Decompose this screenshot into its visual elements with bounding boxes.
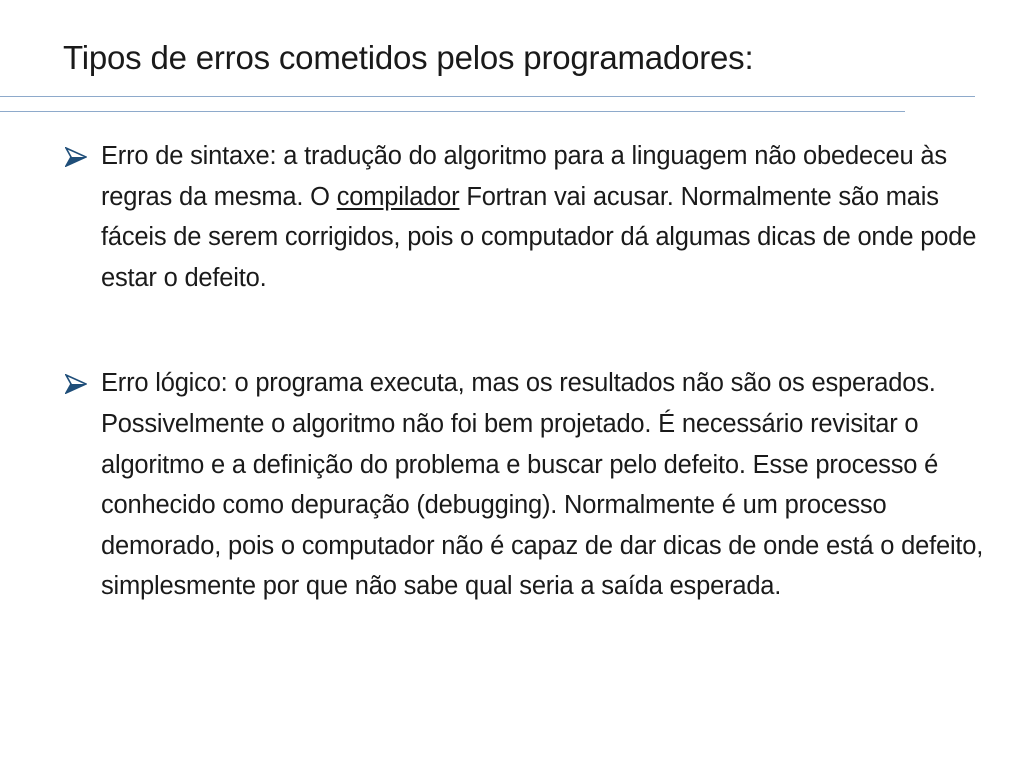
- arrow-bullet-icon: [65, 374, 87, 394]
- title-divider-bottom: [0, 111, 905, 112]
- bullet-text-part: Erro de sintaxe: a tradução do algoritmo para a linguagem não obedeceu às regras da mesma. O: [101, 142, 947, 211]
- bullet-syntax-error: [0, 136, 1024, 298]
- title-divider-top: [0, 96, 975, 97]
- bullet-logic-error: [0, 363, 1024, 607]
- compilador-link[interactable]: compilador: [336, 182, 460, 211]
- bullet-text-part: Fortran vai acusar. Normalmente são mais fáceis de serem corrigidos, pois o computador dá algumas dicas de onde pode estar o defeito.: [101, 182, 977, 292]
- bullet-text: Erro lógico: o programa executa, mas os resultados não são os esperados. Possivelmente o algoritmo não foi bem projetado. É necessário revisitar o algoritmo e a definição do problema e buscar pelo defeito. Esse processo é conhecido como depuração (debugging). Normalmente é um processo demorado, pois o computador não é capaz de dar dicas de onde está o defeito, simplesmente por que não sabe qual seria a saída esperada.: [101, 369, 984, 601]
- slide-title: Tipos de erros cometidos pelos programadores:: [63, 39, 754, 76]
- bullet-list: [0, 136, 1024, 607]
- arrow-bullet-icon: [65, 147, 87, 167]
